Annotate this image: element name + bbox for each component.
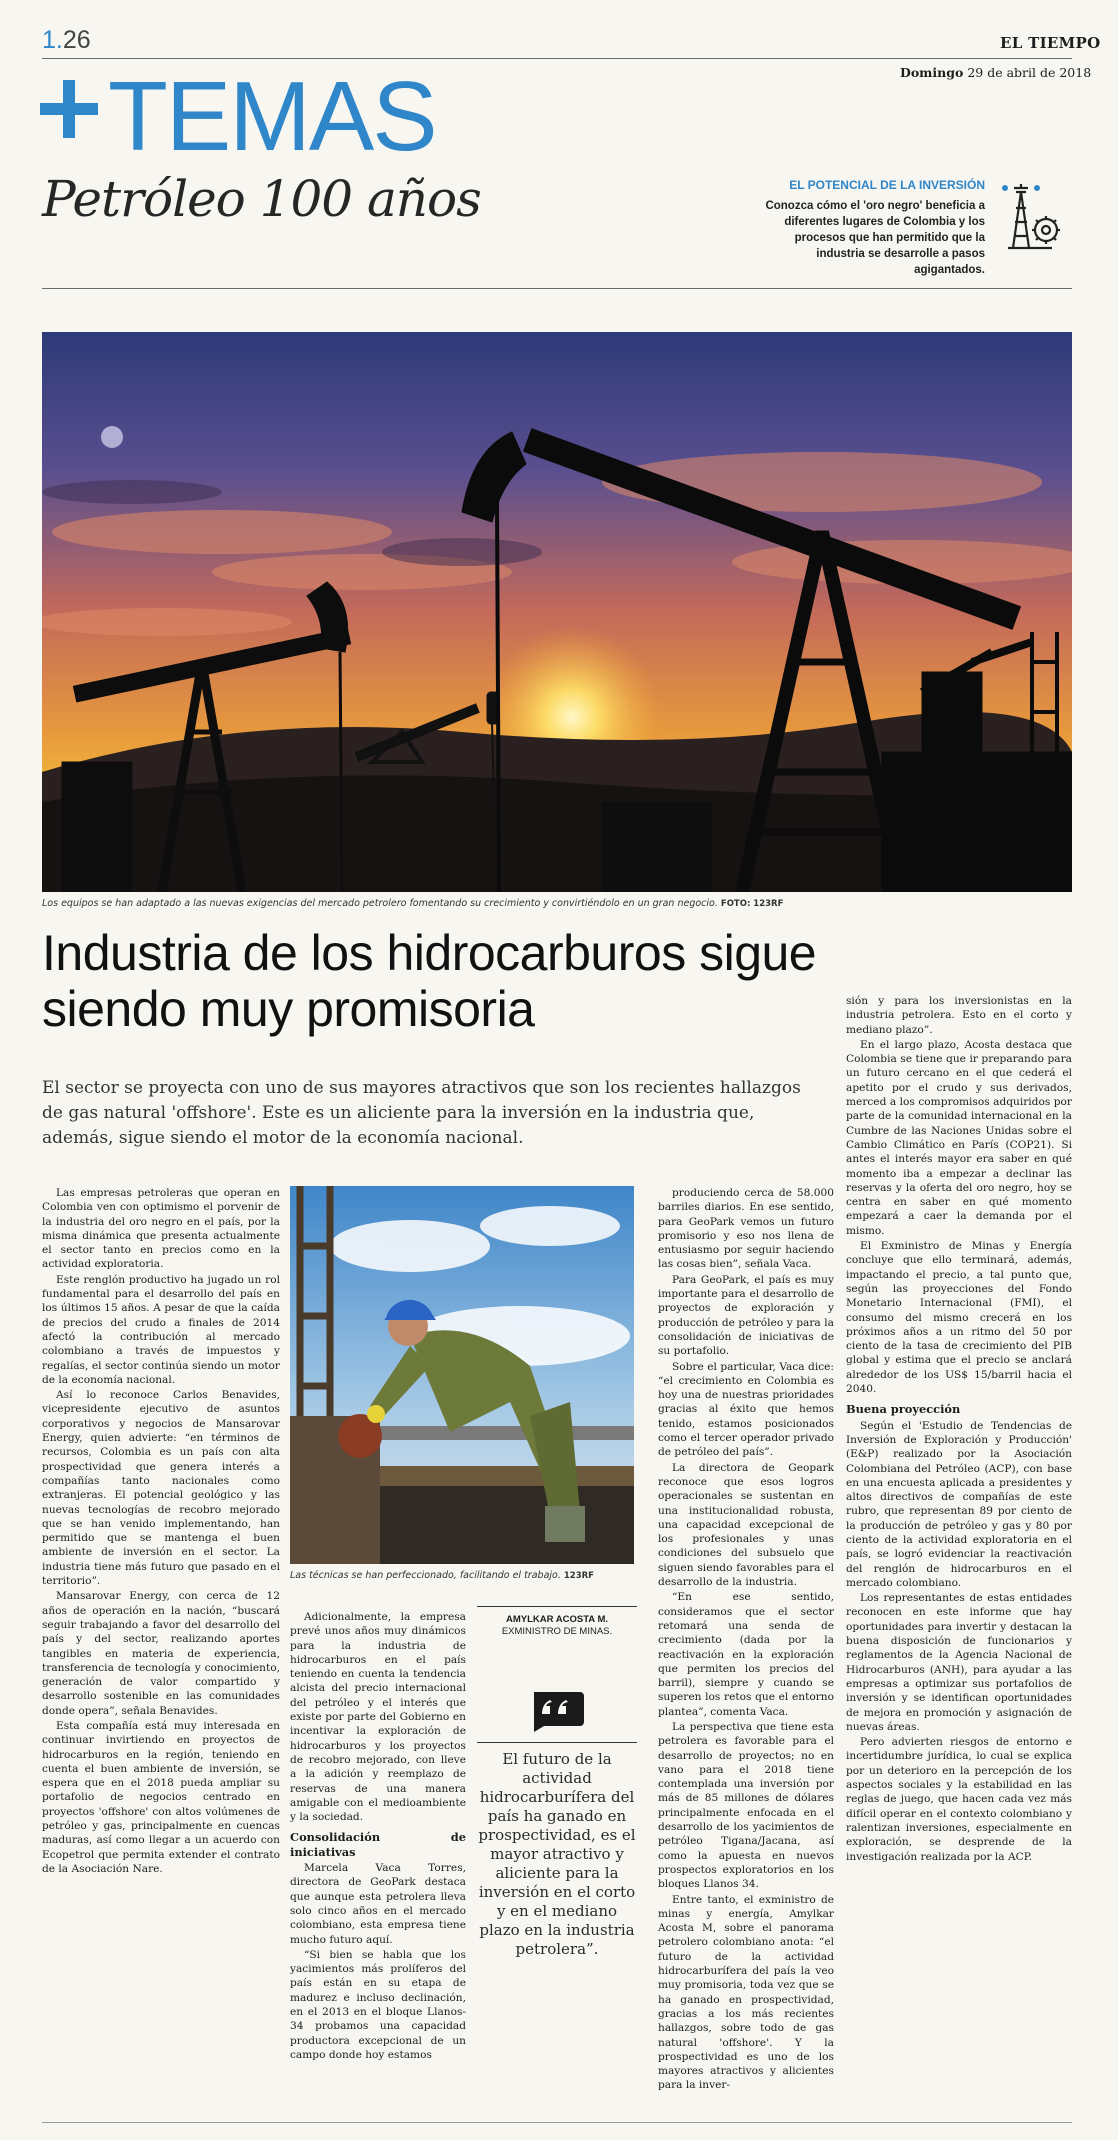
paragraph: Entre tanto, el exministro de minas y energía, Amylkar Acosta M, sobre el panorama petrolero colombiano anota: “el futuro de la actividad hidrocarburífera del país la veo muy promisoria, toda vez que se ha ganado en prospectividad, gracias a los más recientes hallazgos, sobre todo de gas natural 'offshore'. Y la prospectividad es uno de los mayores atractivos y alicientes para la inver- — [658, 1893, 834, 2092]
paragraph: Mansarovar Energy, con cerca de 12 años de operación en la nación, “buscará seguir trabajando a favor del desarrollo del país y del sector, realizando aportes tangibles en materia de experiencia, transferencia de tecnología y conocimiento, generación de valor compartido y desarrollo sostenible en las comunidades donde opera”, señala Benavides. — [42, 1590, 280, 1717]
article-column-1 — [42, 1186, 280, 2116]
top-rule — [42, 58, 1072, 59]
paragraph: “Si bien se habla que los yacimientos más prolíferos del país están en su etapa de madurez e incluso declinación, en el 2013 en el bloque Llanos-34 probamos una capacidad productora excepcional de un campo donde hoy estamos — [290, 1948, 466, 2061]
page-number: 1.26 — [42, 26, 91, 54]
subheading: Buena proyección — [846, 1402, 961, 1417]
article-column-3 — [658, 1186, 834, 2116]
paragraph: Pero advierten riesgos de entorno e incertidumbre jurídica, lo cual se explica por un deterioro en la percepción de los aspectos sociales y la estabilidad en las reglas de juego, que hacen cada vez más difícil operar en el contexto colombiano y ralentizan inversiones, especialmente en exploración, se desprende de la investigación realizada por la ACP. — [846, 1736, 1072, 1863]
subheading: Consolidación de iniciativas — [290, 1830, 466, 1859]
worker-photo — [290, 1186, 634, 1564]
photo2-caption: Las técnicas se han perfeccionado, facilitando el trabajo. 123RF — [290, 1570, 594, 1581]
paragraph: Adicionalmente, la empresa prevé unos años muy dinámicos para la industria de hidrocarburos en el país teniendo en cuenta la tendencia alcista del precio internacional del petróleo y el interés que existe por parte del Gobierno en incentivar la exploración de hidrocarburos y los proyectos de recobro mejorado, con lleve a la adición y reemplazo de reservas de una manera amigable con el medioambiente y la sociedad. — [290, 1611, 466, 1824]
paragraph: Sobre el particular, Vaca dice: “el crecimiento en Colombia es hoy una de nuestras prioridades gracias al éxito que hemos tenido, estamos posicionados como el tercer operador privado de petróleo del país”. — [658, 1360, 834, 1459]
bottom-rule — [42, 2122, 1072, 2123]
hero-photo-oil-pumpjacks — [42, 332, 1072, 892]
oil-tower-icon — [992, 178, 1072, 258]
brand-logo: EL TIEMPO — [1000, 34, 1101, 52]
pull-quote: El futuro de la actividad hidrocarburífera del país ha ganado en prospectividad, es el mayor atractivo y aliciente para la inversión en el corto y en el mediano plazo en la industria petrolera”. — [478, 1750, 636, 1958]
paragraph: Esta compañía está muy interesada en continuar invirtiendo en proyectos de hidrocarburos en la región, teniendo en cuenta el buen ambiente de inversión, se espera que en el 2018 pueda ampliar su portafolio de negocios centrado en proyectos 'offshore' con altos volúmenes de petróleo y gas, principalmente en cuencas maduras, así como llegar a un acuerdo con Ecopetrol que permita extender el contrato de la Asociación Nare. — [42, 1719, 280, 1875]
hero-caption: Los equipos se han adaptado a las nuevas exigencias del mercado petrolero fomentando su crecimiento y convirtiéndolo en un gran negocio. FOTO: 123RF — [42, 898, 784, 909]
paragraph: sión y para los inversionistas en la industria petrolera. Esto en el corto y mediano plazo”. — [846, 995, 1072, 1036]
quote-author: AMYLKAR ACOSTA M. — [505, 1614, 609, 1625]
quote-role: EXMINISTRO DE MINAS. — [501, 1626, 613, 1637]
section-title: TEMAS — [108, 61, 436, 171]
section-subtitle: Petróleo 100 años — [42, 170, 481, 228]
paragraph: Marcela Vaca Torres, directora de GeoPark destaca que aunque esta petrolera lleva solo cinco años en el mercado colombiano, esta empresa tiene mucho futuro aquí. — [290, 1862, 466, 1946]
article-column-4 — [846, 994, 1072, 2116]
article-column-2 — [290, 1610, 466, 2120]
paragraph: En el largo plazo, Acosta destaca que Colombia se tiene que ir preparando para un futuro cercano en el que cederá el apetito por el crudo y sus derivados, merced a los compromisos adquiridos por parte de la comunidad internacional en la Cumbre de las Naciones Unidas sobre el Cambio Climático en París (COP21). Si antes el interés mayor era saber en qué momento iba a empezar a declinar las reservas y la oferta del oro negro, hoy se centra en saber en qué momento empezará a caer la demanda por el mismo. — [846, 1038, 1072, 1237]
paragraph: Este renglón productivo ha jugado un rol fundamental para el desarrollo del país en los últimos 15 años. A pesar de que la caída de precios del crudo a finales de 2014 afectó la contribución al mercado colombiano a través de impuestos y regalías, el sector continúa siendo un motor de la economía nacional. — [42, 1273, 280, 1386]
paragraph: Los representantes de estas entidades reconocen en este informe que hay oportunidades para invertir y destacan la buena disposición de funcionarios y reglamentos de la Agencia Nacional de Hidrocarburos (ANH), para ayudar a las empresas a optimizar sus portafolios de inversión y se identifican oportunidades de mejora en promoción y asignación de nuevas áreas. — [846, 1592, 1072, 1733]
paragraph: produciendo cerca de 58.000 barriles diarios. En ese sentido, para GeoPark vemos un futuro promisorio y eso nos llena de entusiasmo por seguir haciendo las cosas bien”, señala Vaca. — [658, 1187, 834, 1271]
paragraph: Para GeoPark, el país es muy importante para el desarrollo de proyectos de exploración y producción de petróleo y para la consolidación de iniciativas de su portafolio. — [658, 1273, 834, 1358]
paragraph: Las empresas petroleras que operan en Colombia ven con optimismo el porvenir de la industria del oro negro en el país, por la misma dinámica que presenta actualmente el sector tanto en precios como en la actividad exploratoria. — [42, 1187, 280, 1271]
promo-text: Conozca cómo el 'oro negro' beneficia a diferentes lugares de Colombia y los procesos que han permitido que la industria se desarrolle a pasos agigantados. — [765, 200, 985, 276]
article-deck: El sector se proyecta con uno de sus mayores atractivos que son los recientes hallazgos de gas natural 'offshore'. Este es un aliciente para la inversión en la industria que, además, sigue siendo el motor de la economía nacional. — [42, 1078, 801, 1148]
header-rule — [42, 288, 1072, 289]
plus-icon — [40, 64, 100, 159]
paragraph: La directora de Geopark reconoce que esos logros operacionales se sustentan en una institucionalidad robusta, una capacidad excepcional de los profesionales y unas condiciones del subsuelo que siguen siendo favorables para el desarrollo de la industria. — [658, 1461, 834, 1589]
promo-title: EL POTENCIAL DE LA INVERSIÓN — [789, 178, 985, 192]
paragraph: Así lo reconoce Carlos Benavides, vicepresidente ejecutivo de asuntos corporativos y negocios de Mansarovar Energy, quien advierte: “en términos de recursos, Colombia es un país con alta prospectividad que genera interés a compañías tanto nacionales como extranjeras. El potencial geológico y las nuevas tecnologías de recobro mejorado que se han venido implementando, han permitido que se mantenga el buen ambiente de inversión en el sector. La industria tiene más futuro que pasado en el territorio”. — [42, 1389, 280, 1588]
paragraph: El Exministro de Minas y Energía concluye que ello terminará, además, impactando el precio, a tal punto que, según las proyecciones del Fondo Monetario Internacional (FMI), el consumo del mismo crecerá en los próximos años a un ritmo del 50 por ciento de la tasa de crecimiento del PIB global y estima que el precio se anclará alrededor de los US$ 15/barril hacia el 2040. — [846, 1240, 1072, 1396]
quote-icon — [530, 1688, 584, 1732]
paragraph: La perspectiva que tiene esta petrolera es favorable para el desarrollo de proyectos; no en vano para el 2018 tiene contemplada una inversión por más de 85 millones de dólares principalmente enfocada en el desarrollo de los yacimientos de petróleo Tigana/Jacana, así como la apuesta en nuevos prospectos exploratorios en los bloques Llanos 34. — [658, 1720, 834, 1891]
paragraph: “En ese sentido, consideramos que el sector retomará una senda de crecimiento (dada por la reactivación en la exploración que permiten los precios del barril), siempre y cuando se superen los retos que el entorno plantea”, comenta Vaca. — [658, 1591, 834, 1718]
issue-date: Domingo 29 de abril de 2018 — [900, 65, 1092, 80]
quote-rule — [477, 1742, 637, 1743]
paragraph: Según el 'Estudio de Tendencias de Inversión de Exploración y Producción' (E&P) realizado por la Asociación Colombiana del Petróleo (ACP), con base en una encuesta aplicada a presidentes y altos directivos de compañías de este rubro, que representan 89 por ciento de la producción de petróleo y gas y 80 por ciento de la actividad exploratoria en el país, se logró evidenciar la reactivación del renglón de hidrocarburos en el mercado colombiano. — [846, 1419, 1072, 1589]
article-headline: Industria de los hidrocarburos sigue siendo muy promisoria — [42, 925, 817, 1037]
